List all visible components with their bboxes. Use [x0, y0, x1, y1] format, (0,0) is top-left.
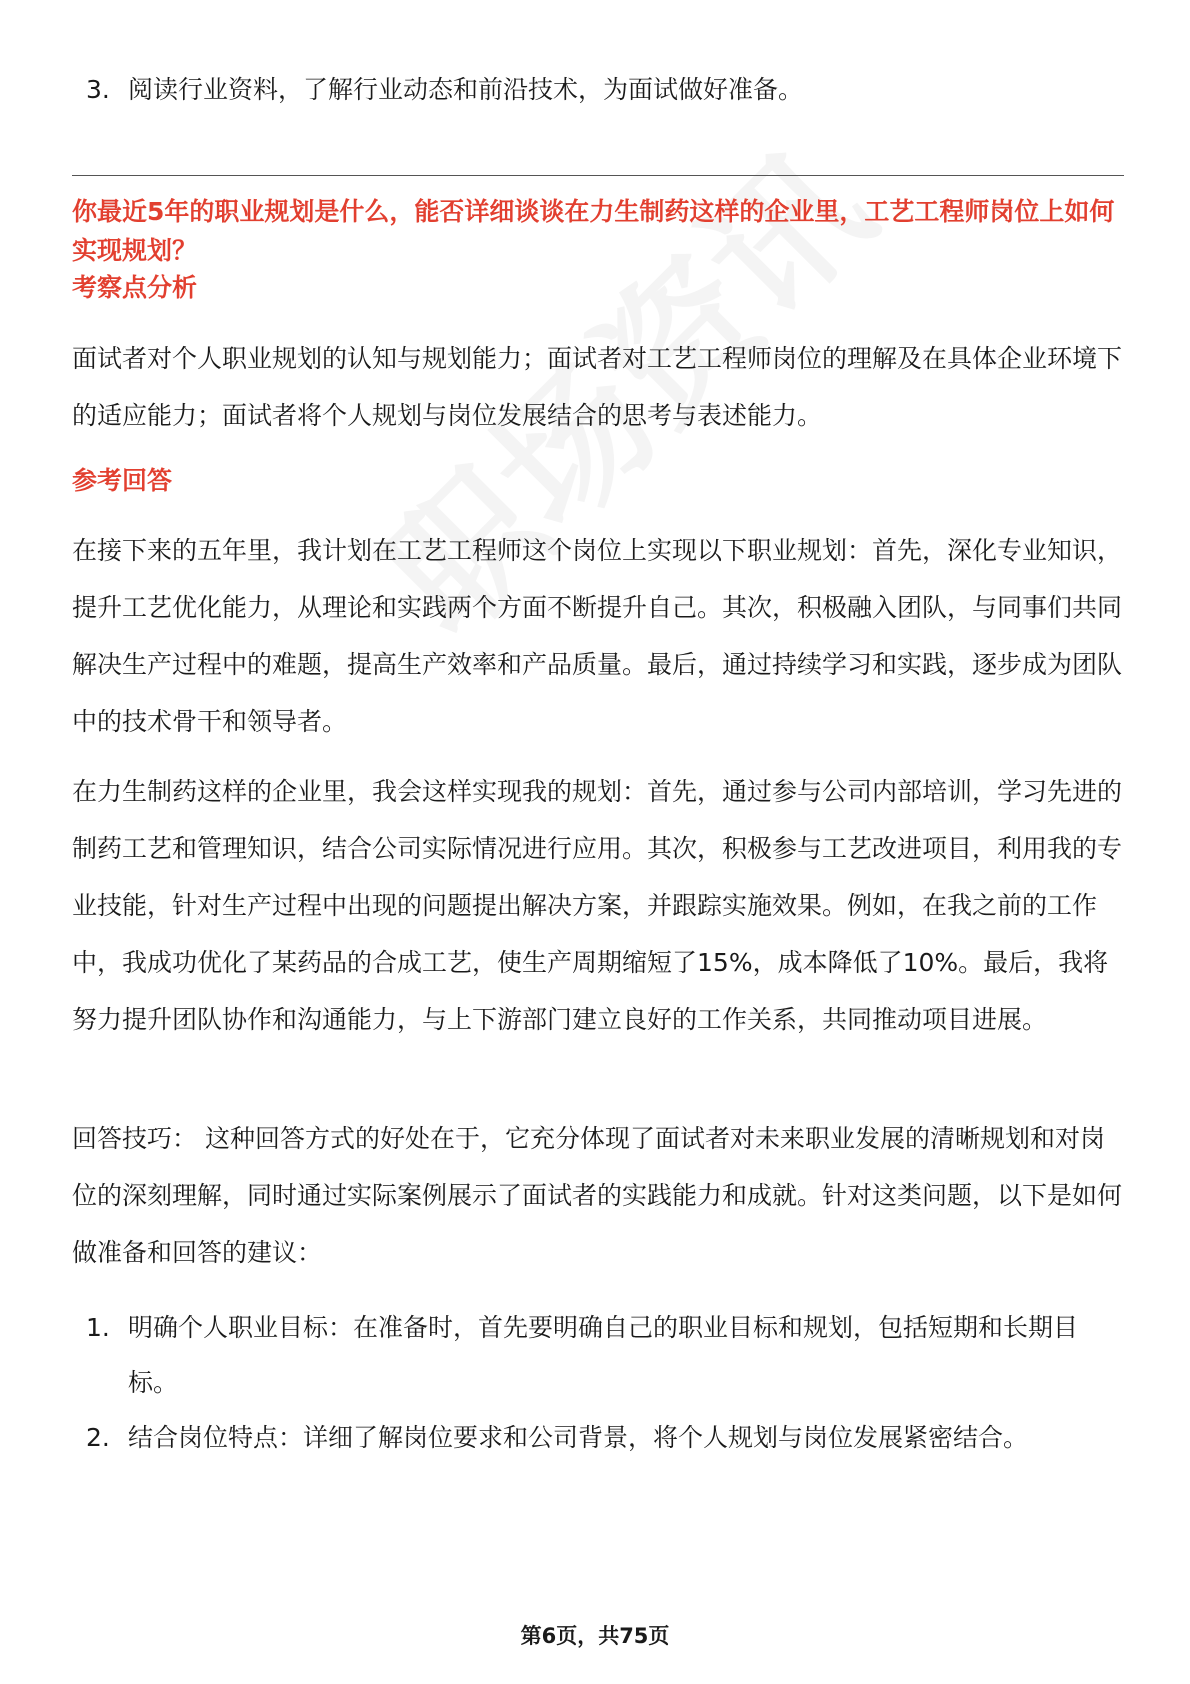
divider	[72, 175, 1124, 176]
list-number: 1.	[86, 1313, 110, 1342]
list-item	[72, 1410, 1124, 1465]
list-item	[72, 62, 1124, 117]
list-item	[72, 1300, 1124, 1410]
list-text: 阅读行业资料，了解行业动态和前沿技术，为面试做好准备。	[128, 75, 804, 104]
answer-paragraph-1: 在接下来的五年里，我计划在工艺工程师这个岗位上实现以下职业规划：首先，深化专业知识，提升工艺优化能力，从理论和实践两个方面不断提升自己。其次，积极融入团队，与同事们共同解决生产过程中的难题，提高生产效率和产品质量。最后，通过持续学习和实践，逐步成为团队中的技术骨干和领导者。	[72, 536, 1123, 736]
list-number: 3.	[86, 75, 110, 104]
list-number: 2.	[86, 1423, 110, 1452]
answer-tips: 回答技巧： 这种回答方式的好处在于，它充分体现了面试者对未来职业发展的清晰规划和对岗位的深刻理解，同时通过实际案例展示了面试者的实践能力和成就。针对这类问题，以下是如何做准备和回答的建议：	[72, 1124, 1123, 1267]
answer-title: 参考回答	[72, 466, 173, 495]
tips-list	[72, 1300, 1124, 1465]
analysis-title: 考察点分析	[72, 273, 198, 302]
list-text: 明确个人职业目标：在准备时，首先要明确自己的职业目标和规划，包括短期和长期目标。	[128, 1313, 1079, 1397]
page-footer: 第6页，共75页	[520, 1624, 670, 1648]
analysis-body: 面试者对个人职业规划的认知与规划能力；面试者对工艺工程师岗位的理解及在具体企业环境下的适应能力；面试者将个人规划与岗位发展结合的思考与表述能力。	[72, 344, 1123, 430]
page-content	[72, 62, 1124, 117]
question-heading: 你最近5年的职业规划是什么，能否详细谈谈在力生制药这样的企业里，工艺工程师岗位上如何实现规划？	[72, 197, 1115, 265]
answer-paragraph-2: 在力生制药这样的企业里，我会这样实现我的规划：首先，通过参与公司内部培训，学习先进的制药工艺和管理知识，结合公司实际情况进行应用。其次，积极参与工艺改进项目，利用我的专业技能，针对生产过程中出现的问题提出解决方案，并跟踪实施效果。例如，在我之前的工作中，我成功优化了某药品的合成工艺，使生产周期缩短了15%，成本降低了10%。最后，我将努力提升团队协作和沟通能力，与上下游部门建立良好的工作关系，共同推动项目进展。	[72, 777, 1123, 1034]
list-text: 结合岗位特点：详细了解岗位要求和公司背景，将个人规划与岗位发展紧密结合。	[128, 1423, 1029, 1452]
